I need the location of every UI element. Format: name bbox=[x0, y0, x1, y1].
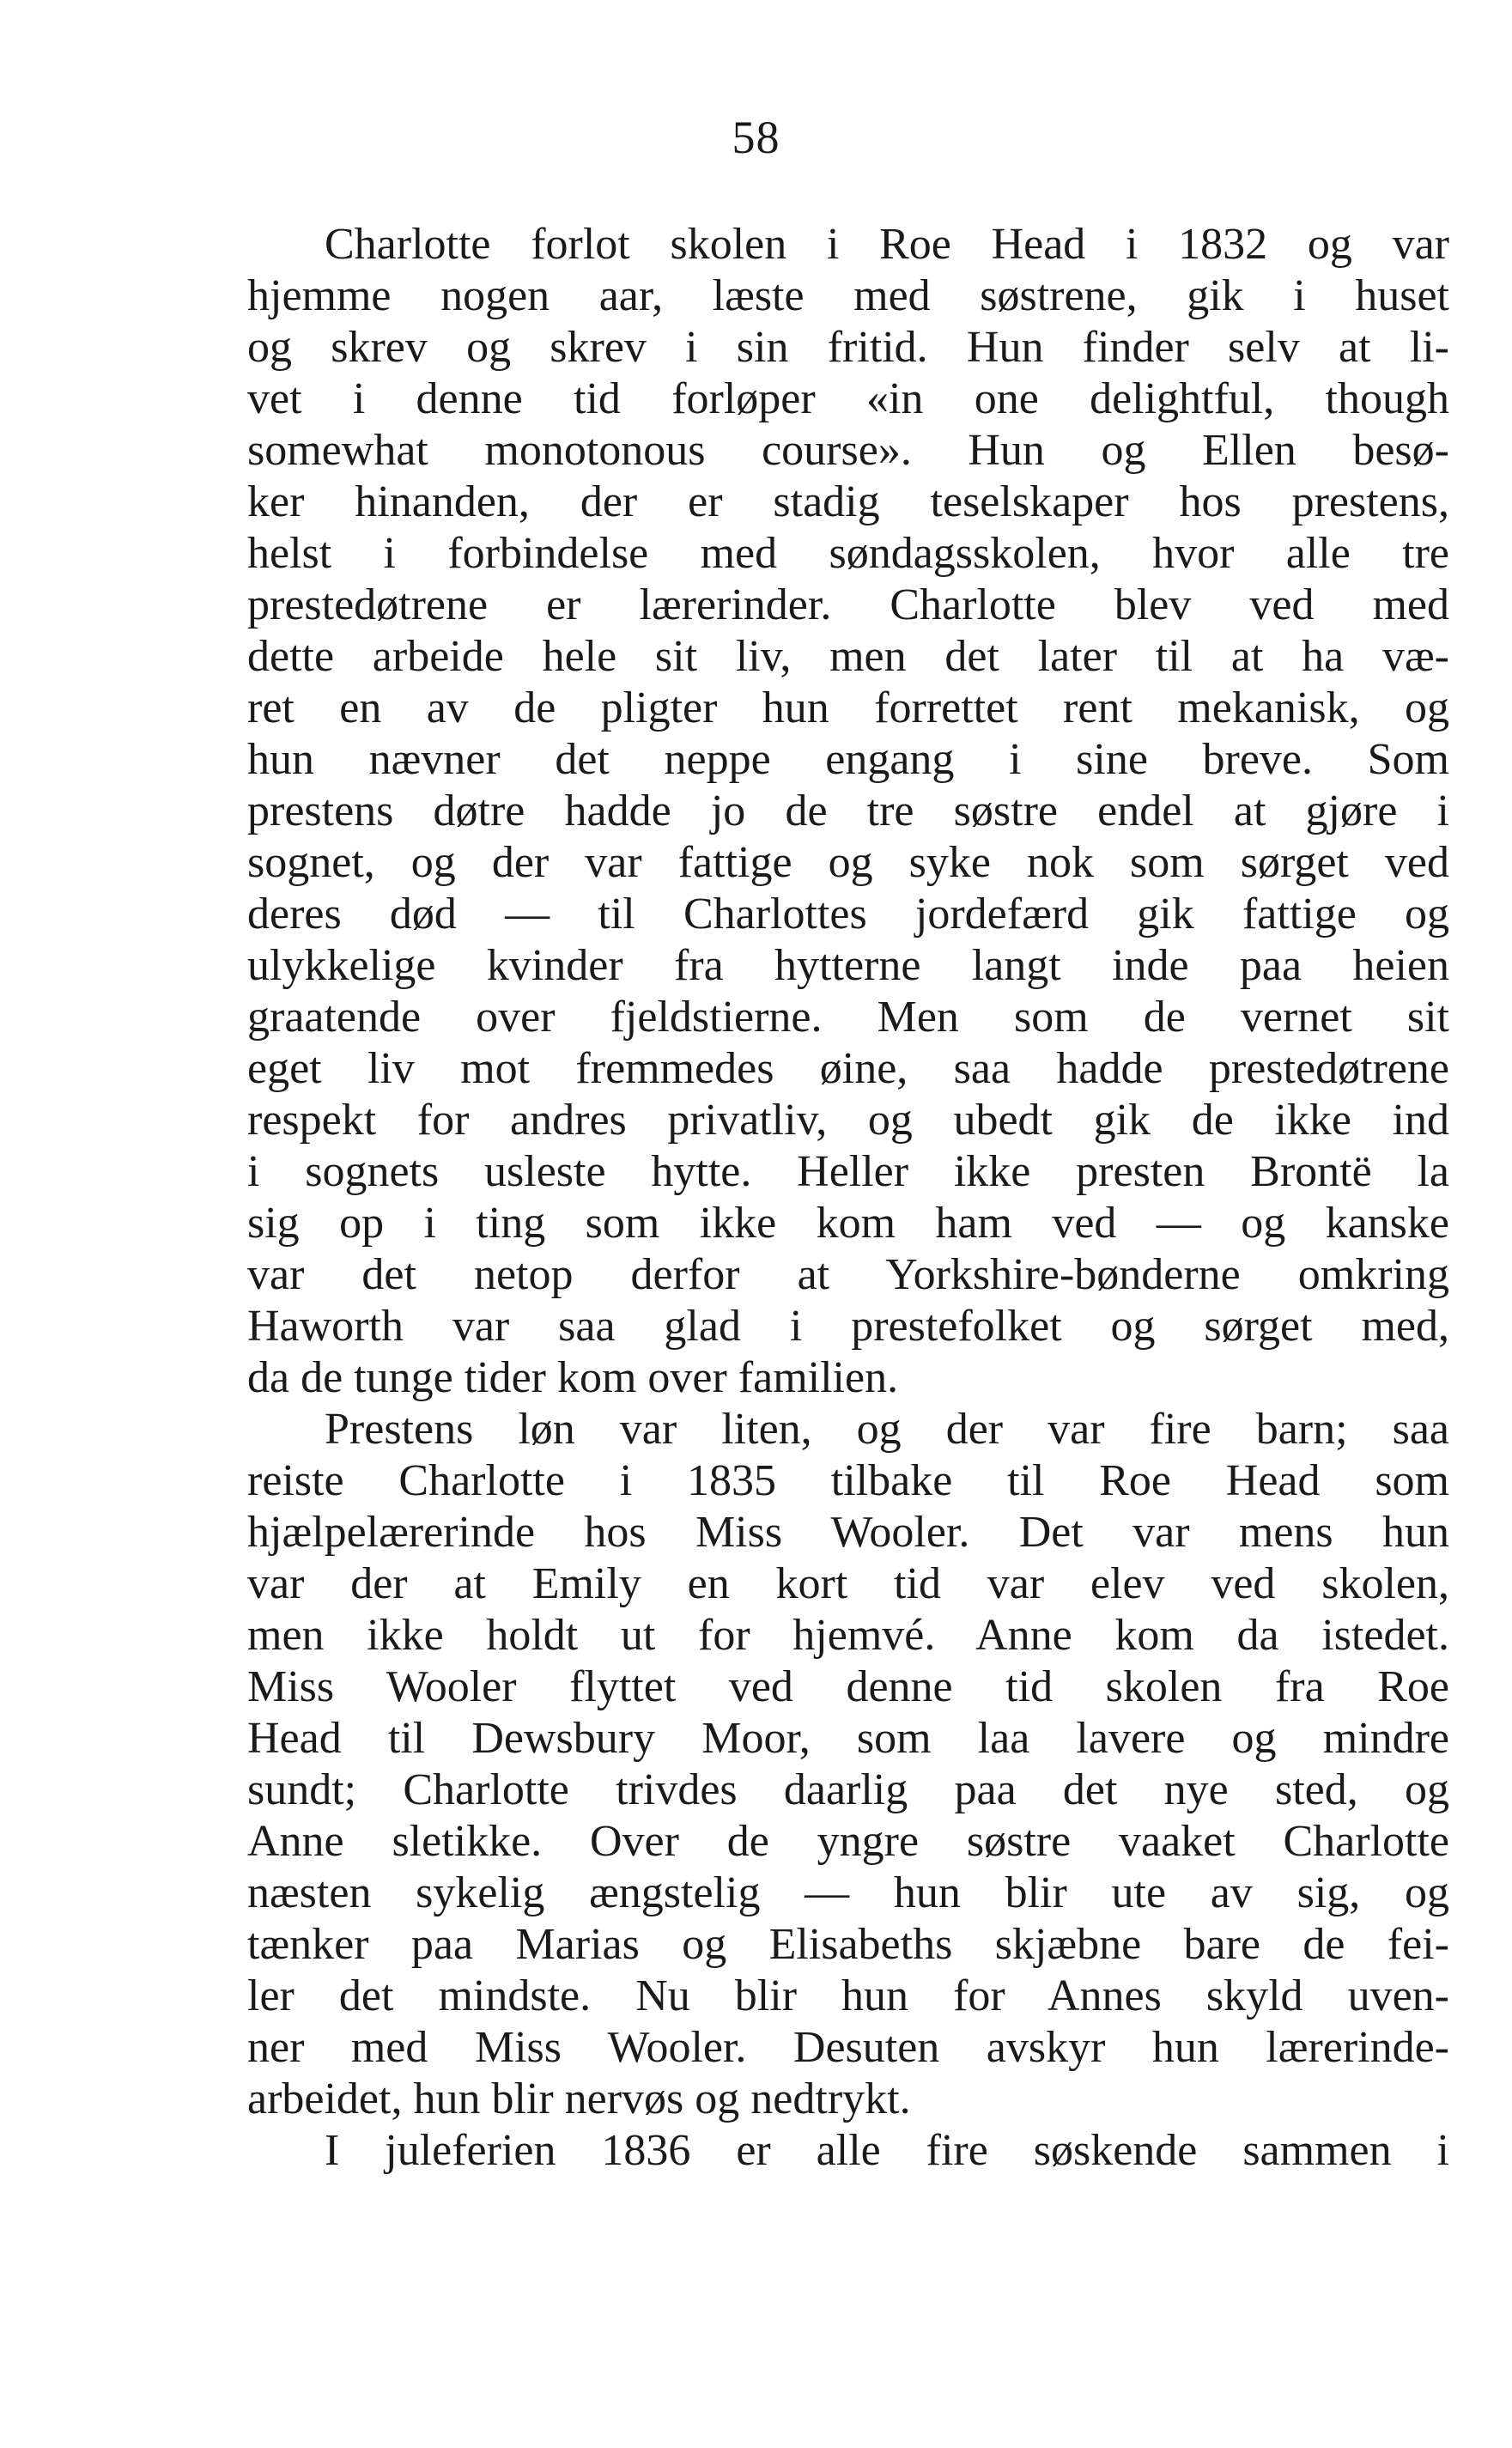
text-line: næsten sykelig ængstelig — hun blir ute av sig, og bbox=[247, 1868, 1449, 1917]
text-line: eget liv mot fremmedes øine, saa hadde prestedøtrene bbox=[247, 1044, 1449, 1093]
text-line: Miss Wooler flyttet ved denne tid skolen fra Roe bbox=[247, 1662, 1449, 1711]
text-line: sig op i ting som ikke kom ham ved — og kanske bbox=[247, 1199, 1449, 1248]
body-text bbox=[247, 219, 1449, 2177]
text-line: tænker paa Marias og Elisabeths skjæbne bare de fei- bbox=[247, 1920, 1449, 1969]
text-line: ner med Miss Wooler. Desuten avskyr hun lærerinde- bbox=[247, 2023, 1449, 2072]
text-line: respekt for andres privatliv, og ubedt gik de ikke ind bbox=[247, 1096, 1449, 1145]
text-line: Haworth var saa glad i prestefolket og sørget med, bbox=[247, 1302, 1449, 1351]
text-line: Head til Dewsbury Moor, som laa lavere og mindre bbox=[247, 1714, 1449, 1763]
text-line: men ikke holdt ut for hjemvé. Anne kom da istedet. bbox=[247, 1611, 1449, 1660]
text-line: var der at Emily en kort tid var elev ved skolen, bbox=[247, 1559, 1449, 1608]
text-line: i sognets usleste hytte. Heller ikke presten Brontë la bbox=[247, 1147, 1449, 1196]
text-line: og skrev og skrev i sin fritid. Hun finder selv at li- bbox=[247, 323, 1449, 372]
text-line: prestens døtre hadde jo de tre søstre endel at gjøre i bbox=[247, 787, 1449, 835]
text-line: arbeidet, hun blir nervøs og nedtrykt. bbox=[247, 2074, 911, 2123]
text-line: I juleferien 1836 er alle fire søskende sammen i bbox=[325, 2126, 1449, 2175]
text-line: deres død — til Charlottes jordefærd gik fattige og bbox=[247, 890, 1449, 939]
text-line: Charlotte forlot skolen i Roe Head i 1832 og var bbox=[325, 220, 1449, 269]
text-line: helst i forbindelse med søndagsskolen, hvor alle tre bbox=[247, 529, 1449, 578]
text-line: var det netop derfor at Yorkshire-bønderne omkring bbox=[247, 1250, 1449, 1299]
text-line: reiste Charlotte i 1835 tilbake til Roe Head som bbox=[247, 1456, 1449, 1505]
text-line: graatende over fjeldstierne. Men som de vernet sit bbox=[247, 993, 1449, 1042]
text-line: sundt; Charlotte trivdes daarlig paa det nye sted, og bbox=[247, 1765, 1449, 1814]
text-line: hjælpelærerinde hos Miss Wooler. Det var mens hun bbox=[247, 1508, 1449, 1557]
text-line: Prestens løn var liten, og der var fire barn; saa bbox=[325, 1405, 1449, 1454]
text-line: hjemme nogen aar, læste med søstrene, gik i huset bbox=[247, 271, 1449, 320]
text-line: ulykkelige kvinder fra hytterne langt inde paa heien bbox=[247, 941, 1449, 990]
text-line: somewhat monotonous course». Hun og Ellen besø- bbox=[247, 426, 1449, 475]
text-line: da de tunge tider kom over familien. bbox=[247, 1353, 899, 1402]
text-line: dette arbeide hele sit liv, men det later til at ha væ- bbox=[247, 632, 1449, 681]
text-line: vet i denne tid forløper «in one delightful, though bbox=[247, 374, 1449, 423]
text-line: hun nævner det neppe engang i sine breve. Som bbox=[247, 735, 1449, 784]
text-line: sognet, og der var fattige og syke nok som sørget ved bbox=[247, 838, 1449, 887]
text-line: prestedøtrene er lærerinder. Charlotte blev ved med bbox=[247, 580, 1449, 629]
text-line: ker hinanden, der er stadig teselskaper hos prestens, bbox=[247, 477, 1449, 526]
text-line: ler det mindste. Nu blir hun for Annes skyld uven- bbox=[247, 1971, 1449, 2020]
page-number: 58 bbox=[732, 112, 780, 163]
text-line: Anne sletikke. Over de yngre søstre vaaket Charlotte bbox=[247, 1817, 1449, 1866]
text-line: ret en av de pligter hun forrettet rent mekanisk, og bbox=[247, 683, 1449, 732]
